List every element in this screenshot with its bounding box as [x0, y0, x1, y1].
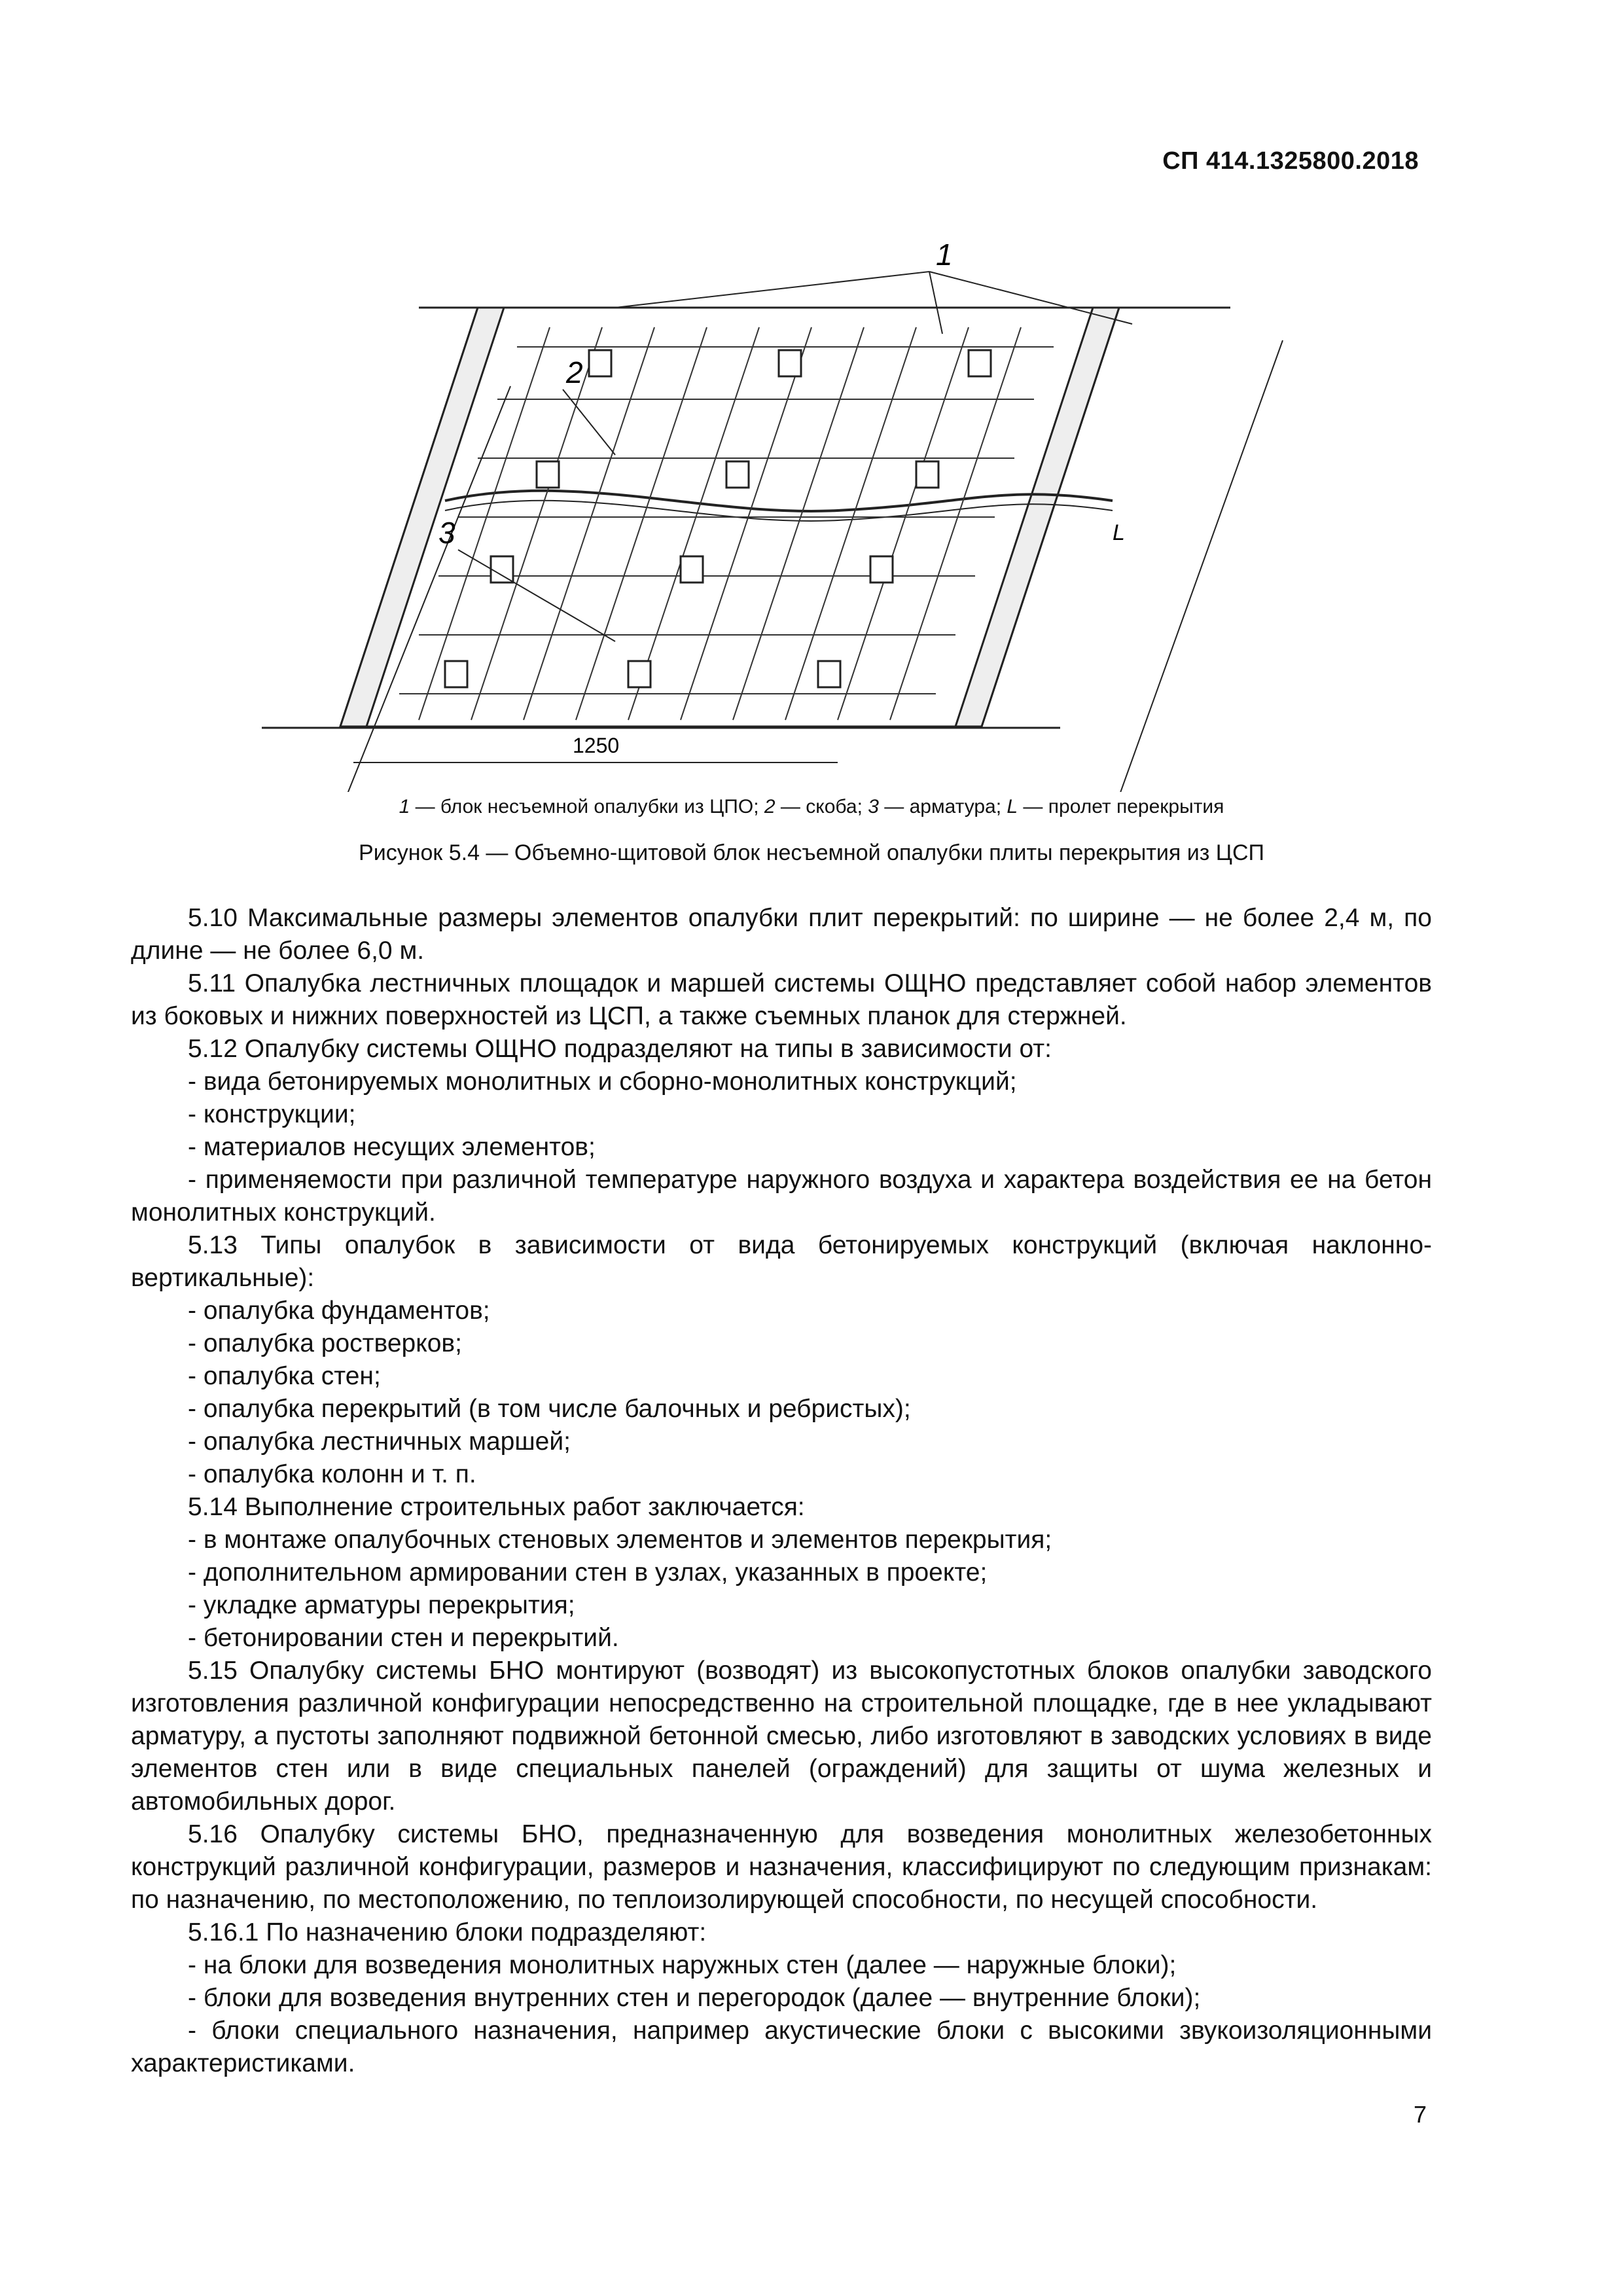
list-item: - применяемости при различной температуре наружного воздуха и характера воздействия ее на бетон монолитных конструкций.: [131, 1166, 1432, 1227]
callout-3: 3: [438, 516, 455, 550]
list-item: - материалов несущих элементов;: [188, 1133, 596, 1161]
paragraph-5-16-1: 5.16.1 По назначению блоки подразделяют:: [188, 1918, 707, 1946]
list-item: - опалубка лестничных маршей;: [188, 1427, 571, 1456]
span-label-L: L: [1113, 520, 1125, 545]
list-item: - бетонировании стен и перекрытий.: [188, 1624, 619, 1652]
paragraph-5-15: 5.15 Опалубку системы БНО монтируют (возводят) из высокопустотных блоков опалубки заводского изготовления различной конфигурации непосредственно на строительной площадке, где в нее укладывают арматуру, а пустоты заполняют подвижной бетонной смесью, либо изготовляют в заводских условиях в виде элементов стен или в виде специальных панелей (ограждений) для защиты от шума железных и автомобильных дорог.: [131, 1657, 1432, 1816]
list-item: - блоки для возведения внутренних стен и перегородок (далее — внутренние блоки);: [188, 1984, 1201, 2012]
paragraph-5-13: 5.13 Типы опалубок в зависимости от вида бетонируемых конструкций (включая наклонно-вертикальные):: [131, 1231, 1432, 1292]
list-item: - опалубка колонн и т. п.: [188, 1460, 476, 1488]
list-item: - дополнительном армировании стен в узлах, указанных в проекте;: [188, 1558, 988, 1587]
list-item: - блоки специального назначения, например акустические блоки с высокими звукоизоляционными характеристиками.: [131, 2017, 1432, 2077]
callout-2: 2: [566, 355, 583, 389]
list-item: - опалубка фундаментов;: [188, 1297, 490, 1325]
body-text: [131, 902, 1432, 2080]
paragraph-5-12: 5.12 Опалубку системы ОЩНО подразделяют на типы в зависимости от:: [188, 1035, 1052, 1063]
page-number: 7: [1413, 2101, 1427, 2128]
paragraph-5-16: 5.16 Опалубку системы БНО, предназначенную для возведения монолитных железобетонных конструкций различной конфигурации, размеров и назначения, классифицируют по следующим признакам: по назначению, по местоположению, по теплоизолирующей способности, по несущей способности.: [131, 1820, 1432, 1914]
list-item: - опалубка перекрытий (в том числе балочных и ребристых);: [188, 1395, 911, 1423]
figure-formwork-block: [249, 236, 1329, 792]
list-item: - опалубка ростверков;: [188, 1329, 462, 1357]
document-code: СП 414.1325800.2018: [1162, 147, 1419, 175]
formwork-drawing: [249, 236, 1329, 792]
dimension-1250: 1250: [573, 734, 620, 757]
rebar-grid: [399, 327, 1054, 720]
figure-legend: 1 — блок несъемной опалубки из ЦПО; 2 — скоба; 3 — арматура; L — пролет перекрытия: [399, 796, 1224, 817]
callout-1: 1: [936, 238, 953, 272]
figure-caption: Рисунок 5.4 — Объемно-щитовой блок несъемной опалубки плиты перекрытия из ЦСП: [359, 840, 1264, 865]
paragraph-5-14: 5.14 Выполнение строительных работ заключается:: [188, 1493, 805, 1521]
list-item: - опалубка стен;: [188, 1362, 381, 1390]
list-item: - на блоки для возведения монолитных наружных стен (далее — наружные блоки);: [188, 1951, 1177, 1979]
list-item: - в монтаже опалубочных стеновых элементов и элементов перекрытия;: [188, 1526, 1052, 1554]
list-item: - конструкции;: [188, 1100, 356, 1128]
paragraph-5-10: 5.10 Максимальные размеры элементов опалубки плит перекрытий: по ширине — не более 2,4 м, по длине — не более 6,0 м.: [131, 904, 1432, 965]
brackets: [445, 350, 991, 687]
list-item: - укладке арматуры перекрытия;: [188, 1591, 575, 1619]
list-item: - вида бетонируемых монолитных и сборно-монолитных конструкций;: [188, 1067, 1017, 1096]
paragraph-5-11: 5.11 Опалубка лестничных площадок и маршей системы ОЩНО представляет собой набор элементов из боковых и нижних поверхностей из ЦСП, а также съемных планок для стержней.: [131, 969, 1432, 1030]
